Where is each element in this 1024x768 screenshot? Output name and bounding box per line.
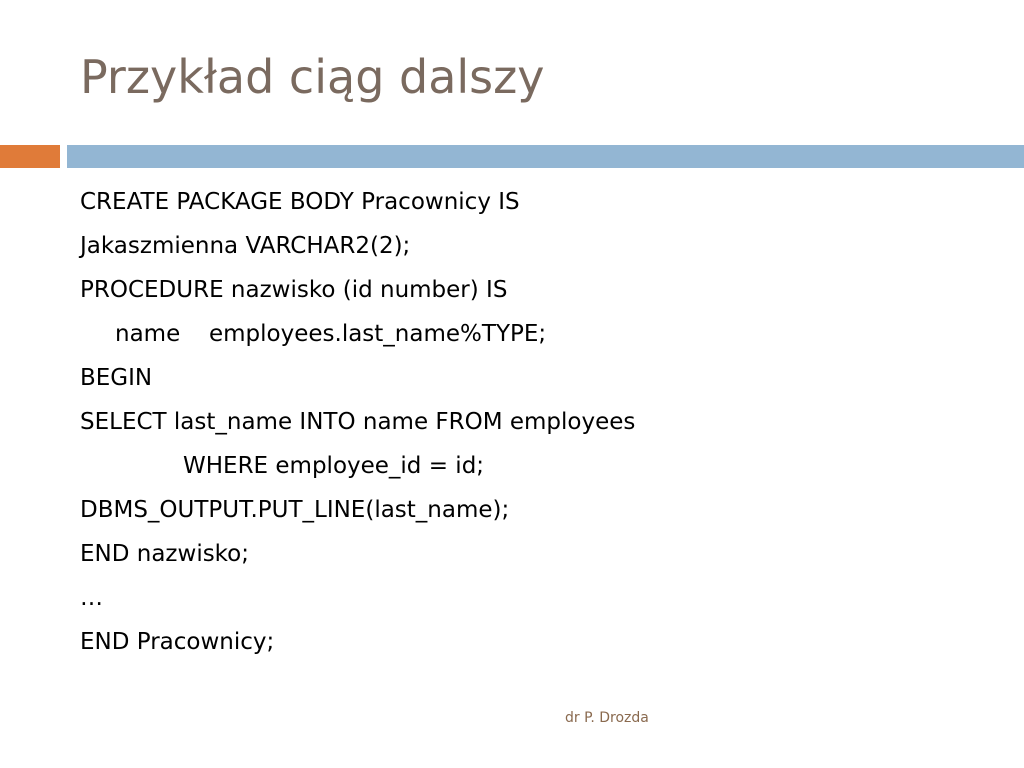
code-line-create-package: CREATE PACKAGE BODY Pracownicy IS bbox=[80, 189, 520, 215]
code-line-ellipsis: … bbox=[80, 585, 103, 611]
slide-footer: dr P. Drozda bbox=[565, 710, 649, 726]
code-line-dbms-output: DBMS_OUTPUT.PUT_LINE(last_name); bbox=[80, 497, 510, 523]
code-line-variable: Jakaszmienna VARCHAR2(2); bbox=[80, 233, 411, 259]
code-line-end-procedure: END nazwisko; bbox=[80, 541, 250, 567]
code-token-type: employees.last_name%TYPE; bbox=[209, 321, 547, 347]
code-line-where: WHERE employee_id = id; bbox=[183, 453, 485, 479]
slide-title: Przykład ciąg dalszy bbox=[80, 50, 545, 104]
accent-bar-orange bbox=[0, 145, 60, 168]
code-listing bbox=[80, 180, 1000, 664]
code-line-begin: BEGIN bbox=[80, 365, 153, 391]
code-line-end-package: END Pracownicy; bbox=[80, 629, 275, 655]
code-line-procedure: PROCEDURE nazwisko (id number) IS bbox=[80, 277, 508, 303]
code-token-name: name bbox=[115, 321, 181, 347]
code-line-select: SELECT last_name INTO name FROM employees bbox=[80, 409, 636, 435]
code-line-name-declaration bbox=[80, 312, 1000, 356]
accent-bar-blue bbox=[67, 145, 1024, 168]
